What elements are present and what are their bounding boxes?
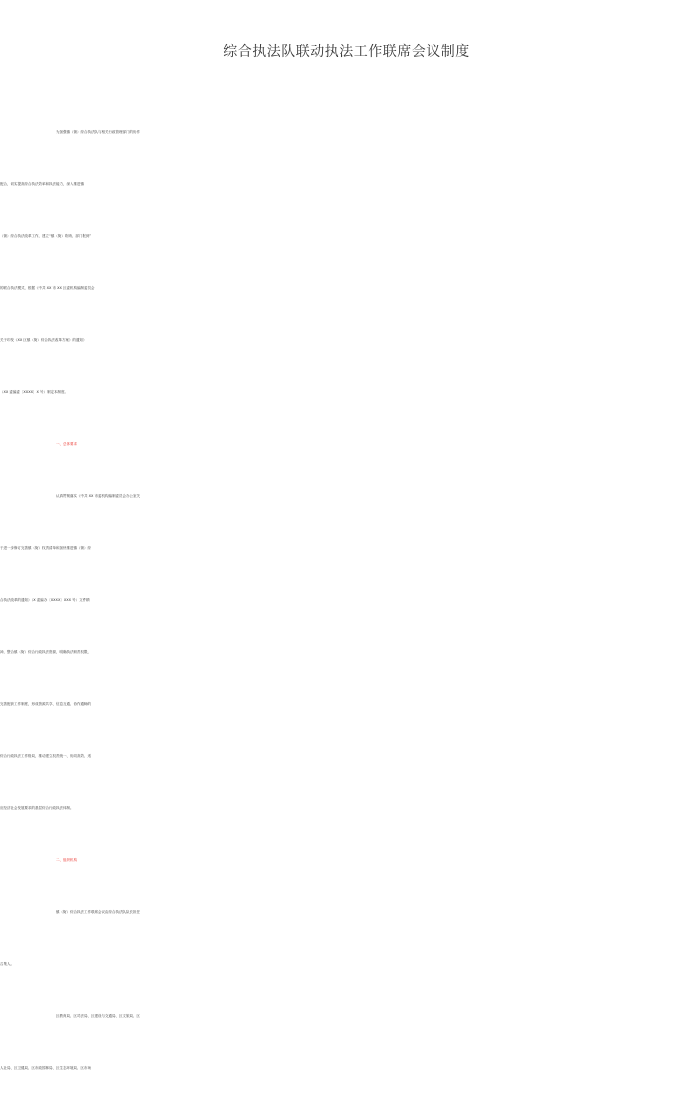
paragraph-line: （XX 委编委〔XXXX〕X 号）制定本制度。 [0, 390, 69, 394]
document-title: 综合执法队联动执法工作联席会议制度 [223, 44, 470, 60]
paragraph-line: 区教育局、区司法局、区建设与交通局、区文旅局、区 [56, 1014, 140, 1018]
paragraph-line: 于进一步修订完善镇（街）权责清单和加快推进镇（街）综 [0, 546, 91, 550]
document-body [0, 106, 693, 1094]
paragraph-line: 神，整合镇（街）综合行政执法资源，明确执法职责权限， [0, 650, 91, 654]
paragraph-line: 应经济社会发展要求的基层综合行政执法体制。 [0, 806, 74, 810]
paragraph-line: 的联合执法模式，根据《中共 XX 市 XX 区委机构编制委员会 [0, 286, 95, 290]
paragraph-line: 为加强镇（街）综合执法队与相关行政管理部门的协作 [56, 130, 140, 134]
paragraph-line: 镇（街）综合执法工作联席会议由综合执法队队长担任 [56, 910, 140, 914]
paragraph-line: 完善配套工作制度，形成资源共享、信息互通、协作通畅的 [0, 702, 91, 706]
paragraph-line: 合执法改革的通知》（X 委编办〔XXXX〕XXX 号）文件精 [0, 598, 90, 602]
section-heading: 一、总体要求 [56, 442, 77, 446]
paragraph-line: 配合，切实提高综合执法效率和执法能力，深入推进镇 [0, 182, 84, 186]
section-heading: 二、组织机构 [56, 858, 77, 862]
paragraph-line: 人社局、区卫健局、区市政园林局、区生态环境局、区市场 [0, 1066, 91, 1070]
paragraph-line: 综合行政执法工作格局，推动建立权责统一、协同高效、适 [0, 754, 91, 758]
paragraph-line: 认真贯彻落实《中共 XX 市委机构编制委员会办公室关 [56, 494, 141, 498]
paragraph-line: 关于印发《XX 区镇（街）综合执法改革方案》的通知》 [0, 338, 87, 342]
paragraph-line: 召集人。 [0, 962, 14, 966]
paragraph-line: （街）综合执法改革工作，建立“镇（街）吹哨、部门报到” [0, 234, 92, 238]
